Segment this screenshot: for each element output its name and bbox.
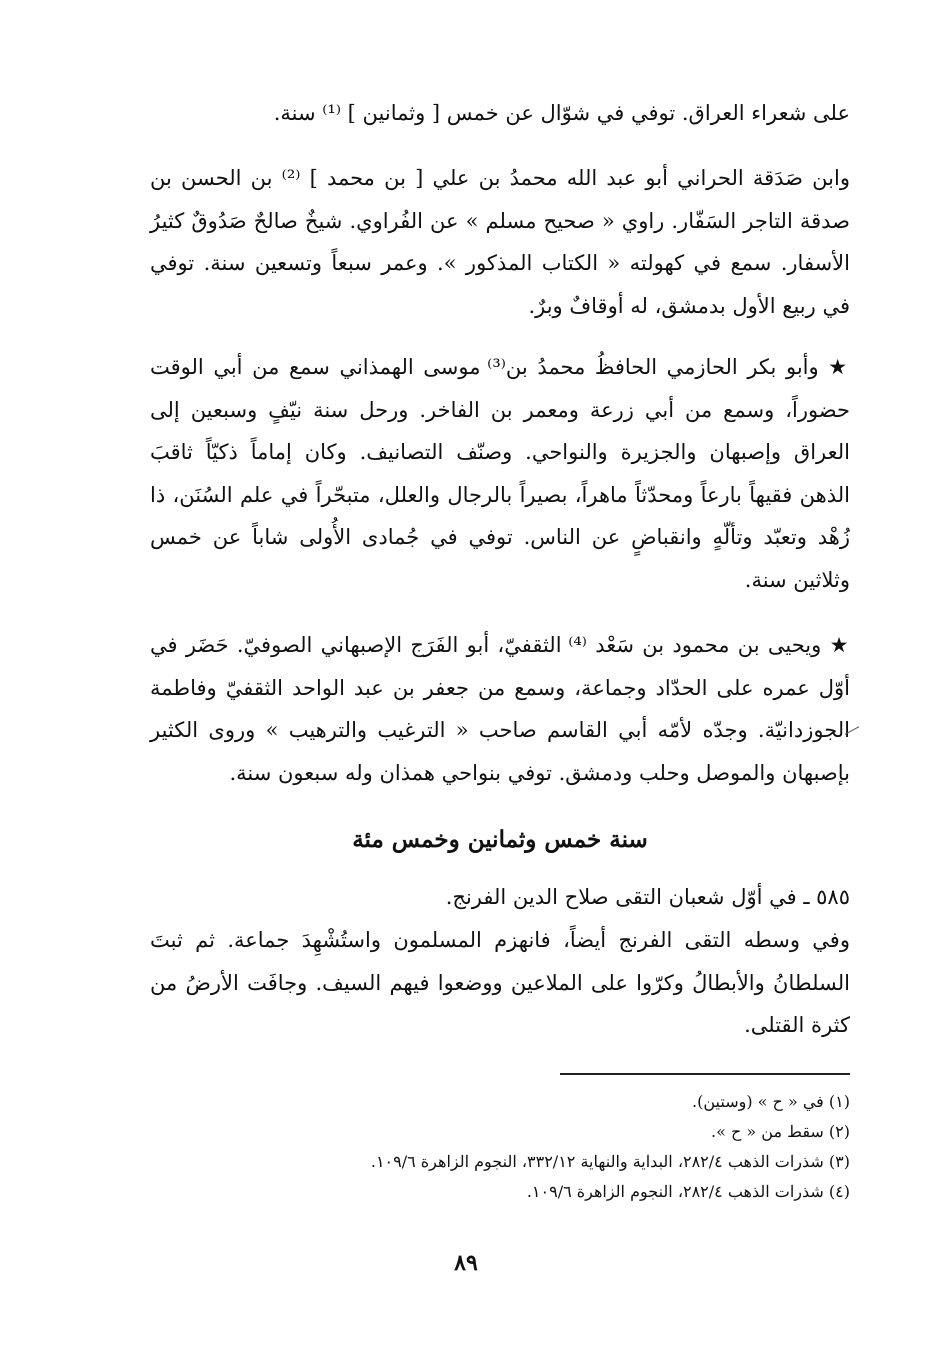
paragraph-1: على شعراء العراق. توفي في شوّال عن خمس [ وثمانين ] ⁽¹⁾ سنة.: [273, 101, 850, 125]
section-heading: سنة خمس وثمانين وخمس مئة: [352, 826, 648, 853]
footnotes: [150, 1087, 850, 1207]
footnote-4: (٤) شذرات الذهب ٢٨٢/٤، النجوم الزاهرة ١٠٩/٦.: [526, 1182, 850, 1201]
footnote-3: (٣) شذرات الذهب ٢٨٢/٤، البداية والنهاية ٣٣٢/١٢، النجوم الزاهرة ١٠٩/٦.: [370, 1152, 850, 1171]
paragraph-4: ★ ويحيى بن محمود بن سَعْد ⁽⁴⁾ الثقفيّ، أبو الفَرَج الإصبهاني الصوفيّ. حَضَر في أوّل عمره على الحدّاد وجماعة، وسمع من جعفر بن عبد الواحد الثقفيّ وفاطمة الجوزدانيّة. وجدّه لأمّه أبي القاسم صاحب « الترغيب والترهيب » وروى الكثير بإصبهان والموصل وحلب ودمشق. توفي بنواحي همذان وله سبعون سنة.: [150, 633, 850, 785]
section-paragraph-2: وفي وسطه التقى الفرنج أيضاً، فانهزم المسلمون واستُشْهِدَ جماعة. ثم ثبتَ السلطانُ والأبطالُ وكرّوا على الملاعين ووضعوا فيهم السيف. وجافَت الأرضُ من كثرة القتلى.: [150, 928, 850, 1037]
page-number: ٨٩: [454, 1250, 478, 1276]
paragraph-3: ★ وأبو بكر الحازمي الحافظُ محمدُ بن⁽³⁾ موسى الهمذاني سمع من أبي الوقت حضوراً، وسمع من أبي زرعة ومعمر بن الفاخر. ورحل سنة نيّفٍ وسبعين إلى العراق وإصبهان والجزيرة والنواحي. وصنّف التصانيف. وكان إماماً ذكيّاً ثاقبَ الذهن فقيهاً بارعاً ومحدّثاً ماهراً، بصيراً بالرجال والعلل، متبحّراً في علم السُنَن، ذا زُهْد وتعبّد وتألّهٍ وانقباضٍ عن الناس. توفي في جُمادى الأُولى شاباً عن خمس وثلاثين سنة.: [150, 355, 850, 592]
footnote-2: (٢) سقط من « ح ».: [711, 1122, 850, 1141]
section-paragraph-1: ٥٨٥ ـ في أوّل شعبان التقى صلاح الدين الفرنج.: [445, 885, 850, 909]
paragraph-2: وابن صَدَقة الحراني أبو عبد الله محمدُ بن علي [ بن محمد ] ⁽²⁾ بن الحسن بن صدقة التاجر السَفّار. راوي « صحيح مسلم » عن الفُراوي. شيخٌ صالحٌ صَدُوقٌ كثيرُ الأسفار. سمع في كهولته « الكتاب المذكور ». وعمر سبعاً وتسعين سنة. توفي في ربيع الأول بدمشق، له أوقافٌ وبرٌ.: [150, 166, 850, 318]
footnote-1: (١) في « ح » (وستين).: [692, 1092, 850, 1111]
footnote-divider: [560, 1073, 850, 1075]
